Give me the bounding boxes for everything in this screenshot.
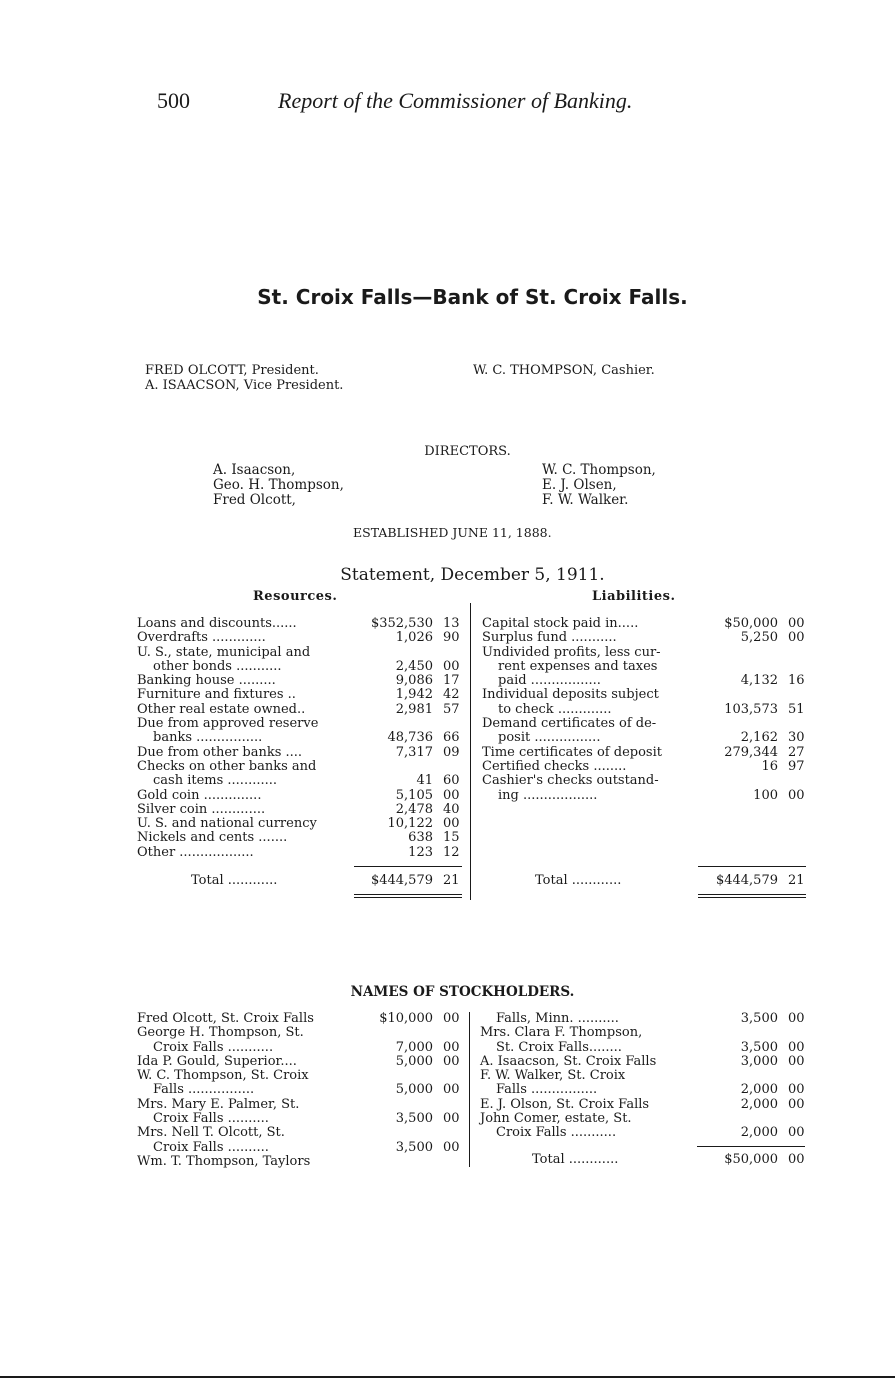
liabilities-total-rule: [698, 866, 806, 867]
resource-row: [137, 789, 463, 803]
liability-row: [482, 660, 808, 674]
officer-president: FRED OLCOTT, President.: [145, 363, 319, 378]
row-label: Croix Falls ..........: [153, 1111, 269, 1127]
row-label: Mrs. Mary E. Palmer, St.: [137, 1096, 300, 1112]
row-label: Certified checks ........: [482, 758, 627, 774]
liability-row: [482, 717, 808, 731]
row-label: U. S. and national currency: [137, 816, 317, 832]
row-dollars: 1,942: [395, 687, 433, 703]
row-cents: 40: [443, 801, 460, 817]
row-dollars: $10,000: [379, 1011, 433, 1026]
row-dollars: 2,162: [740, 730, 778, 746]
liability-row: [482, 789, 808, 803]
row-label: Croix Falls ...........: [153, 1039, 274, 1055]
resources-double-rule: [354, 897, 462, 898]
row-dollars: 2,450: [395, 658, 433, 674]
row-label: Overdrafts .............: [137, 630, 266, 646]
stockholder-row: [137, 1126, 463, 1140]
row-cents: 12: [443, 844, 460, 860]
stockholder-row: [480, 1112, 808, 1126]
row-dollars: 9,086: [395, 673, 433, 689]
officers-left: [145, 363, 343, 393]
stockholders-total: [480, 1153, 808, 1167]
row-label: Demand certificates of de-: [482, 716, 657, 732]
stockholder-row: [480, 1041, 808, 1055]
row-dollars: 3,500: [395, 1139, 433, 1155]
row-label: Gold coin ..............: [137, 787, 262, 803]
row-label: A. Isaacson, St. Croix Falls: [480, 1053, 657, 1069]
row-dollars: 5,000: [395, 1053, 433, 1069]
row-label: Checks on other banks and: [137, 758, 317, 774]
running-title: Report of the Commissioner of Banking.: [278, 88, 633, 113]
row-label: Furniture and fixtures ..: [137, 687, 296, 703]
liability-row: [482, 731, 808, 745]
stockholder-row: [137, 1055, 463, 1069]
resource-row: [137, 803, 463, 817]
page-number: 500: [157, 88, 190, 113]
page-edge: [0, 1376, 895, 1378]
director: Geo. H. Thompson,: [213, 477, 344, 493]
row-label: Mrs. Nell T. Olcott, St.: [137, 1125, 285, 1141]
row-dollars: 2,000: [740, 1125, 778, 1141]
stockholder-row: [137, 1141, 463, 1155]
liabilities-double-rule: [698, 894, 806, 895]
directors-left: [213, 463, 344, 508]
row-dollars: 48,736: [387, 730, 433, 746]
stockholders-divider: [469, 1012, 470, 1167]
row-label: St. Croix Falls........: [496, 1039, 622, 1055]
row-cents: 00: [443, 1039, 460, 1055]
row-cents: 00: [443, 1111, 460, 1127]
row-label: Due from other banks ....: [137, 744, 303, 760]
total-label: Total ............: [191, 873, 278, 888]
stockholder-row: [480, 1069, 808, 1083]
resource-row: [137, 674, 463, 688]
row-label: other bonds ...........: [153, 658, 282, 674]
row-label: Undivided profits, less cur-: [482, 644, 661, 660]
row-label: paid .................: [498, 673, 601, 689]
liabilities-table: [482, 617, 808, 803]
total-dollars: $50,000: [724, 1152, 778, 1167]
row-label: John Comer, estate, St.: [480, 1111, 632, 1127]
row-cents: 00: [788, 616, 805, 631]
row-cents: 27: [788, 744, 805, 760]
row-label: Due from approved reserve: [137, 716, 319, 732]
row-label: Surplus fund ...........: [482, 630, 617, 646]
liability-row: [482, 774, 808, 788]
total-dollars: $444,579: [715, 873, 778, 888]
officer-vice-president: A. ISAACSON, Vice President.: [145, 378, 344, 393]
resource-row: [137, 660, 463, 674]
resource-row: [137, 731, 463, 745]
stockholder-row: [137, 1098, 463, 1112]
established-date: ESTABLISHED JUNE 11, 1888.: [353, 525, 552, 540]
row-cents: 00: [443, 1082, 460, 1098]
row-label: Falls ................: [153, 1082, 255, 1098]
total-label: Total ............: [532, 1152, 619, 1167]
statement-title: Statement, December 5, 1911.: [340, 565, 605, 585]
row-cents: 09: [443, 744, 460, 760]
row-cents: 00: [788, 1125, 805, 1141]
resource-row: [137, 817, 463, 831]
liability-row: [482, 760, 808, 774]
liabilities-total: [482, 874, 808, 888]
row-dollars: 123: [408, 844, 433, 860]
row-cents: 17: [443, 673, 460, 689]
row-label: Other real estate owned..: [137, 701, 306, 717]
stockholder-row: [480, 1126, 808, 1140]
officers-right: [473, 363, 655, 378]
row-cents: 66: [443, 730, 460, 746]
stockholder-row: [137, 1112, 463, 1126]
row-label: W. C. Thompson, St. Croix: [137, 1068, 309, 1084]
row-dollars: 1,026: [395, 630, 433, 646]
row-dollars: 4,132: [740, 673, 778, 689]
stockholder-row: [137, 1012, 463, 1026]
resource-row: [137, 688, 463, 702]
liability-row: [482, 703, 808, 717]
stockholder-row: [137, 1083, 463, 1097]
bank-title: St. Croix Falls—Bank of St. Croix Falls.: [257, 285, 688, 309]
row-label: Wm. T. Thompson, Taylors: [137, 1153, 311, 1169]
row-label: Other ..................: [137, 844, 254, 860]
row-label: Time certificates of deposit: [482, 744, 662, 760]
liability-row: [482, 631, 808, 645]
stockholder-row: [137, 1069, 463, 1083]
row-label: U. S., state, municipal and: [137, 644, 311, 660]
total-cents: 00: [788, 1152, 805, 1167]
row-label: Falls, Minn. ..........: [496, 1011, 619, 1026]
resource-row: [137, 617, 463, 631]
row-label: posit ................: [498, 730, 601, 746]
row-dollars: 2,000: [740, 1096, 778, 1112]
row-cents: 97: [788, 758, 805, 774]
row-cents: 00: [443, 787, 460, 803]
row-cents: 51: [788, 701, 805, 717]
row-dollars: 2,981: [395, 701, 433, 717]
liability-row: [482, 688, 808, 702]
row-label: Croix Falls ..........: [153, 1139, 269, 1155]
row-dollars: 16: [761, 758, 778, 774]
liabilities-heading: Liabilities.: [592, 589, 676, 604]
row-dollars: 41: [416, 773, 433, 789]
row-label: Loans and discounts......: [137, 616, 297, 631]
resources-table: [137, 617, 463, 860]
stockholder-row: [480, 1012, 808, 1026]
row-cents: 42: [443, 687, 460, 703]
resources-total: [137, 874, 463, 888]
liability-row: [482, 646, 808, 660]
row-cents: 90: [443, 630, 460, 646]
row-dollars: 3,500: [740, 1039, 778, 1055]
statement-divider: [470, 603, 471, 900]
director: A. Isaacson,: [213, 462, 296, 478]
row-label: Individual deposits subject: [482, 687, 659, 703]
resource-row: [137, 846, 463, 860]
row-dollars: $352,530: [370, 616, 433, 631]
row-cents: 30: [788, 730, 805, 746]
row-cents: 00: [788, 1011, 805, 1026]
row-label: banks ................: [153, 730, 263, 746]
row-dollars: 279,344: [724, 744, 778, 760]
stockholder-row: [137, 1155, 463, 1169]
stockholder-row: [480, 1055, 808, 1069]
row-label: Nickels and cents .......: [137, 830, 288, 846]
row-cents: 00: [443, 1011, 460, 1026]
row-label: Fred Olcott, St. Croix Falls: [137, 1011, 314, 1026]
stockholders-heading: NAMES OF STOCKHOLDERS.: [350, 984, 575, 1000]
liability-row: [482, 674, 808, 688]
row-label: Falls ................: [496, 1082, 598, 1098]
resource-row: [137, 703, 463, 717]
row-cents: 00: [443, 658, 460, 674]
row-cents: 00: [443, 1139, 460, 1155]
row-cents: 00: [443, 816, 460, 832]
row-cents: 00: [788, 1096, 805, 1112]
row-dollars: 7,317: [395, 744, 433, 760]
director: W. C. Thompson,: [542, 462, 656, 478]
row-label: Capital stock paid in.....: [482, 616, 639, 631]
resource-row: [137, 760, 463, 774]
row-label: Banking house .........: [137, 673, 276, 689]
row-dollars: 3,500: [740, 1011, 778, 1026]
directors-heading: DIRECTORS.: [424, 444, 511, 459]
row-cents: 00: [788, 1053, 805, 1069]
row-cents: 00: [788, 787, 805, 803]
liability-row: [482, 617, 808, 631]
liabilities-double-rule: [698, 897, 806, 898]
row-label: Ida P. Gould, Superior....: [137, 1053, 297, 1069]
row-cents: 00: [788, 630, 805, 646]
row-label: ing ..................: [498, 787, 598, 803]
resource-row: [137, 831, 463, 845]
stockholder-row: [137, 1026, 463, 1040]
stockholder-row: [480, 1026, 808, 1040]
resource-row: [137, 646, 463, 660]
row-label: Mrs. Clara F. Thompson,: [480, 1025, 643, 1041]
row-label: cash items ............: [153, 773, 278, 789]
resource-row: [137, 631, 463, 645]
director: Fred Olcott,: [213, 492, 296, 508]
row-label: to check .............: [498, 701, 612, 717]
row-dollars: 5,250: [740, 630, 778, 646]
total-dollars: $444,579: [370, 873, 433, 888]
row-dollars: 100: [753, 787, 778, 803]
resource-row: [137, 774, 463, 788]
resources-double-rule: [354, 894, 462, 895]
row-label: F. W. Walker, St. Croix: [480, 1068, 626, 1084]
row-cents: 60: [443, 773, 460, 789]
row-label: rent expenses and taxes: [498, 658, 658, 674]
row-cents: 00: [443, 1053, 460, 1069]
row-label: George H. Thompson, St.: [137, 1025, 304, 1041]
total-cents: 21: [788, 873, 805, 888]
liability-row: [482, 746, 808, 760]
stockholders-right: [480, 1012, 808, 1141]
director: E. J. Olsen,: [542, 477, 617, 493]
row-dollars: 2,000: [740, 1082, 778, 1098]
resource-row: [137, 717, 463, 731]
stockholder-row: [137, 1041, 463, 1055]
row-dollars: 103,573: [724, 701, 778, 717]
row-cents: 57: [443, 701, 460, 717]
resource-row: [137, 746, 463, 760]
stockholder-row: [480, 1098, 808, 1112]
row-cents: 15: [443, 830, 460, 846]
stockholders-left: [137, 1012, 463, 1169]
row-label: Croix Falls ...........: [496, 1125, 617, 1141]
row-dollars: 638: [408, 830, 433, 846]
resources-heading: Resources.: [253, 589, 338, 604]
row-dollars: 3,000: [740, 1053, 778, 1069]
row-dollars: $50,000: [724, 616, 778, 631]
resources-total-rule: [354, 866, 462, 867]
stockholder-row: [480, 1083, 808, 1097]
row-label: Silver coin .............: [137, 801, 266, 817]
row-dollars: 10,122: [387, 816, 433, 832]
row-dollars: 5,105: [395, 787, 433, 803]
row-dollars: 7,000: [395, 1039, 433, 1055]
row-cents: 16: [788, 673, 805, 689]
row-label: Cashier's checks outstand-: [482, 773, 659, 789]
stockholders-total-rule: [697, 1146, 805, 1147]
total-label: Total ............: [535, 873, 622, 888]
row-label: E. J. Olson, St. Croix Falls: [480, 1096, 650, 1112]
officer-cashier: W. C. THOMPSON, Cashier.: [473, 363, 655, 378]
director: F. W. Walker.: [542, 492, 629, 508]
row-dollars: 2,478: [395, 801, 433, 817]
directors-right: [542, 463, 656, 508]
row-cents: 00: [788, 1082, 805, 1098]
row-dollars: 5,000: [395, 1082, 433, 1098]
row-cents: 00: [788, 1039, 805, 1055]
row-cents: 13: [443, 616, 460, 631]
row-dollars: 3,500: [395, 1111, 433, 1127]
total-cents: 21: [443, 873, 460, 888]
